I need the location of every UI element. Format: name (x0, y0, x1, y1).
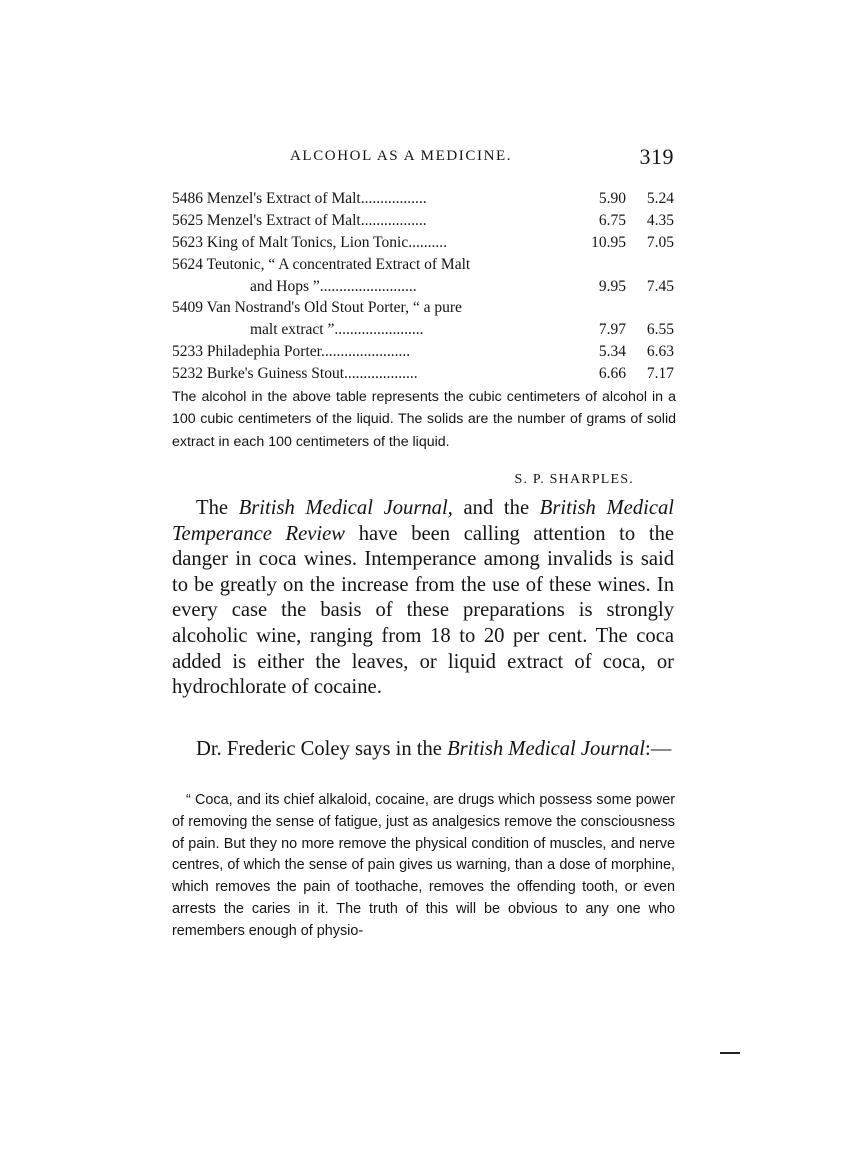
analysis-table (172, 188, 676, 385)
solids-value: 4.35 (646, 211, 674, 229)
product-name: 5409 Van Nostrand's Old Stout Porter, “ a pure (172, 299, 462, 317)
solids-value: 7.05 (646, 233, 674, 251)
product-name: 5486 Menzel's Extract of Malt................. (172, 190, 427, 207)
solids-value: 6.55 (646, 321, 674, 339)
body-paragraph (172, 496, 674, 701)
journal-title: British Medical Journal (447, 738, 645, 760)
solids-value: 7.45 (646, 277, 674, 295)
paragraph-text: Dr. Frederic Coley says in the (196, 738, 448, 760)
alcohol-value: 7.97 (598, 321, 626, 339)
product-name: 5623 King of Malt Tonics, Lion Tonic.......... (172, 233, 447, 251)
paragraph-text: and the (452, 497, 540, 519)
solids-value: 6.63 (646, 343, 674, 361)
paragraph-text: have been calling attention to the danger in coca wines. Intemperance among invalids is said to be greatly on the increase from the use of these wines. In every case the basis of these preparations is strongly alcoholic wine, ranging from 18 to 20 per cent. The coca added is either the leaves, or liquid extract of coca, or hydrochlorate of cocaine. (172, 522, 674, 699)
alcohol-value: 9.95 (598, 277, 626, 295)
alcohol-value: 5.34 (598, 343, 626, 361)
page-header (172, 144, 678, 174)
product-name-continued: and Hops ”......................... (250, 277, 417, 295)
product-name: 5232 Burke's Guiness Stout................... (172, 365, 418, 383)
table-row (172, 319, 676, 341)
body-paragraph (172, 737, 674, 763)
table-row (172, 188, 676, 210)
block-quote: “ Coca, and its chief alkaloid, cocaine, are drugs which possess some power of removing the sense of fatigue, just as analgesics remove the consciousness of pain. But they no more remove the physical condition of muscles, and nerve centres, of which the sense of pain gives us warning, than a dose of morphine, which removes the pain of toothache, removes the offending tooth, or even arrests the caries in it. The truth of this will be obvious to any one who remembers enough of physio- (172, 792, 675, 939)
table-row (172, 341, 676, 363)
alcohol-value: 10.95 (591, 233, 626, 251)
running-head: ALCOHOL AS A MEDICINE. (290, 148, 513, 164)
paragraph-text: :— (644, 738, 672, 760)
table-note (172, 386, 676, 453)
margin-mark (720, 1052, 740, 1054)
paragraph-text: The (196, 497, 239, 519)
product-name: 5624 Teutonic, “ A concentrated Extract of Malt (172, 255, 471, 273)
page-number: 319 (639, 144, 674, 169)
product-name: 5233 Philadephia Porter....................... (172, 343, 411, 361)
table-row (172, 254, 676, 276)
product-name-continued: malt extract ”....................... (250, 321, 424, 339)
table-row (172, 210, 676, 232)
alcohol-value: 5.90 (598, 190, 626, 207)
table-row (172, 297, 676, 319)
solids-value: 5.24 (646, 190, 674, 207)
product-name: 5625 Menzel's Extract of Malt................. (172, 211, 427, 229)
journal-title: British Medical Temperance Review (172, 497, 674, 545)
alcohol-value: 6.66 (598, 365, 626, 383)
table-row (172, 232, 676, 254)
table-note-text: The alcohol in the above table represents the cubic centimeters of alcohol in a 100 cubic centimeters of the liquid. The solids are the number of grams of solid extract in each 100 centimeters of the liquid. (172, 389, 676, 450)
journal-title: British Medical Journal, (238, 497, 453, 519)
table-row (172, 363, 676, 385)
solids-value: 7.17 (646, 365, 674, 383)
alcohol-value: 6.75 (598, 211, 626, 229)
signature: S. P. SHARPLES. (514, 472, 634, 487)
table-row (172, 276, 676, 298)
